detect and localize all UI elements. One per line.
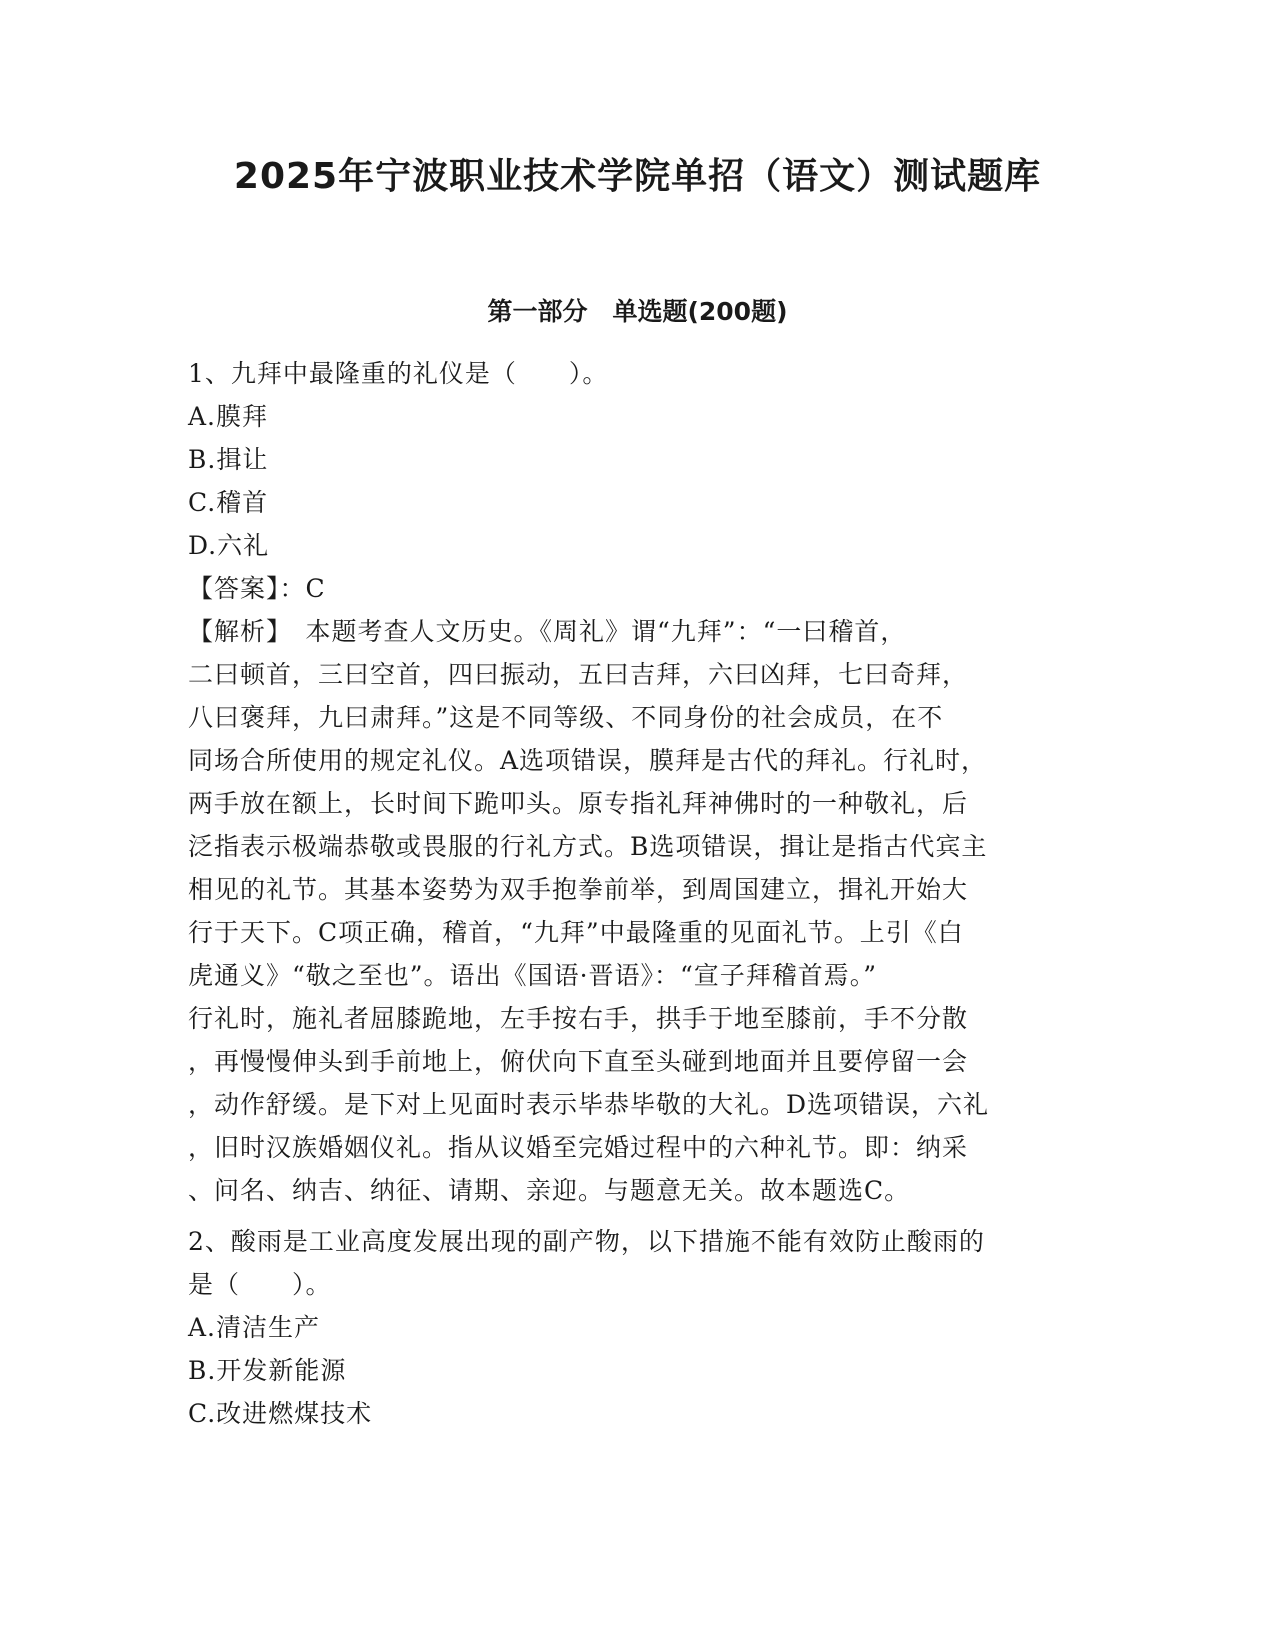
question-spacer — [188, 1212, 1088, 1220]
document-title: 2025年宁波职业技术学院单招（语文）测试题库 — [233, 156, 1042, 197]
analysis-line: ，动作舒缓。是下对上见面时表示毕恭毕敬的大礼。D选项错误，六礼 — [188, 1090, 990, 1119]
analysis-line: 【解析】 本题考查人文历史。《周礼》谓“九拜”：“一曰稽首， — [188, 617, 907, 646]
question-stem: 2、酸雨是工业高度发展出现的副产物，以下措施不能有效防止酸雨的 — [188, 1227, 985, 1256]
analysis-line: 八曰褒拜，九曰肃拜。”这是不同等级、不同身份的社会成员，在不 — [188, 703, 944, 732]
analysis-line: 行礼时，施礼者屈膝跪地，左手按右手，拱手于地至膝前，手不分散 — [188, 1004, 969, 1033]
option-b: B.揖让 — [188, 445, 269, 474]
option-c: C.稽首 — [188, 488, 269, 517]
option-a: A.清洁生产 — [188, 1313, 321, 1342]
analysis-line: ，再慢慢伸头到手前地上，俯伏向下直至头碰到地面并且要停留一会 — [188, 1047, 969, 1076]
analysis-line: 泛指表示极端恭敬或畏服的行礼方式。B选项错误，揖让是指古代宾主 — [188, 832, 988, 861]
question-1 — [188, 352, 1088, 1212]
analysis-line: 相见的礼节。其基本姿势为双手抱拳前举，到周国建立，揖礼开始大 — [188, 875, 969, 904]
question-stem: 1、九拜中最隆重的礼仪是（ ）。 — [188, 359, 609, 388]
analysis-line: 两手放在额上，长时间下跪叩头。原专指礼拜神佛时的一种敬礼，后 — [188, 789, 969, 818]
analysis-line: ，旧时汉族婚姻仪礼。指从议婚至完婚过程中的六种礼节。即：纳采 — [188, 1133, 969, 1162]
answer-line — [188, 567, 1088, 610]
analysis-line: 行于天下。C项正确，稽首，“九拜”中最隆重的见面礼节。上引《白 — [188, 918, 964, 947]
answer-label: 【答案】： — [188, 574, 306, 603]
analysis-line: 二曰顿首，三曰空首，四曰振动，五曰吉拜，六曰凶拜，七曰奇拜， — [188, 660, 969, 689]
analysis — [188, 610, 1088, 1212]
question-list — [188, 352, 1088, 1435]
option-d: D.六礼 — [188, 531, 270, 560]
question-2 — [188, 1220, 1088, 1435]
question-stem: 是（ ）。 — [188, 1270, 332, 1299]
option-a: A.膜拜 — [188, 402, 269, 431]
option-b: B.开发新能源 — [188, 1356, 347, 1385]
section-title: 第一部分 单选题(200题) — [487, 297, 788, 326]
option-c: C.改进燃煤技术 — [188, 1399, 373, 1428]
analysis-line: 虎通义》“敬之至也”。语出《国语·晋语》：“宣子拜稽首焉。” — [188, 961, 878, 990]
analysis-line: 同场合所使用的规定礼仪。A选项错误，膜拜是古代的拜礼。行礼时， — [188, 746, 988, 775]
analysis-line: 、问名、纳吉、纳征、请期、亲迎。与题意无关。故本题选C。 — [188, 1176, 911, 1205]
answer-value: C — [305, 574, 326, 603]
